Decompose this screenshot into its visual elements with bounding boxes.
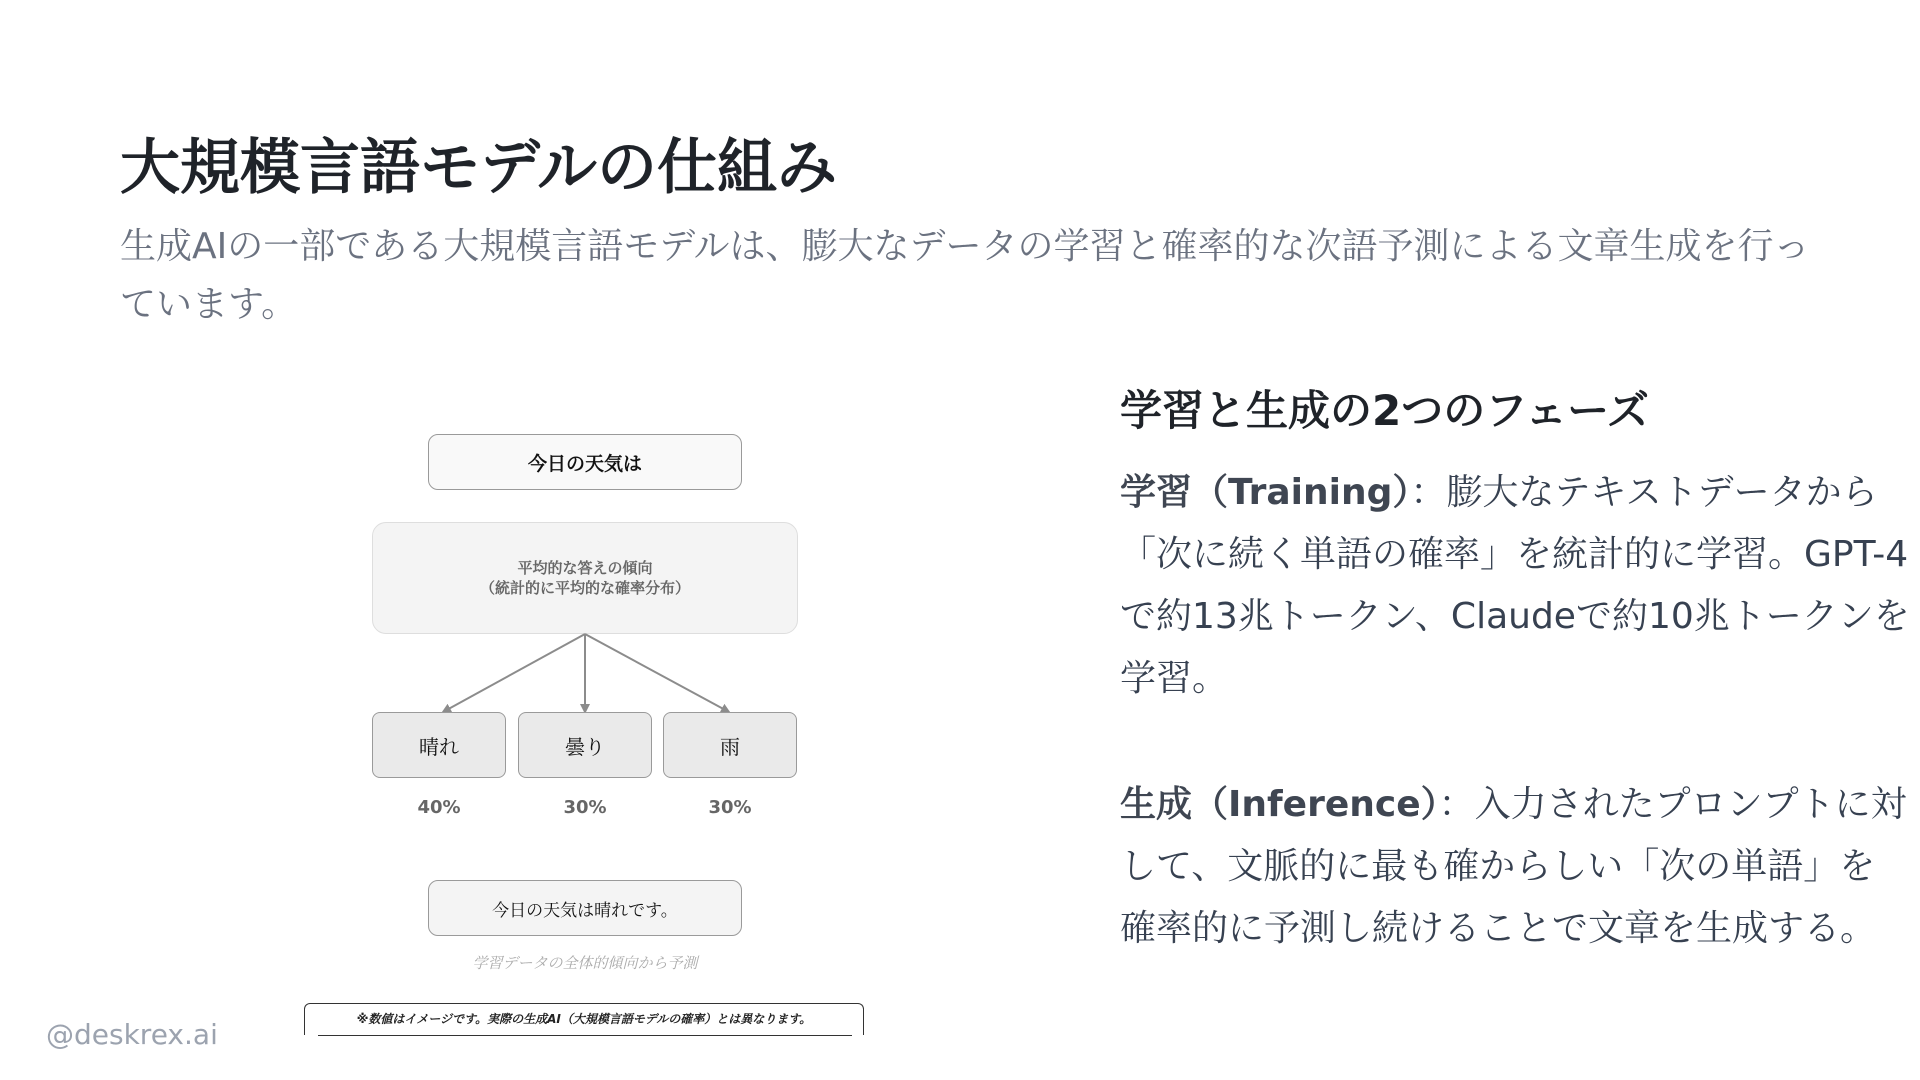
training-label: 学習（Training） — [1120, 472, 1411, 513]
result-box: 今日の天気は晴れです。 — [428, 880, 742, 936]
option-box-cloudy: 曇り — [518, 712, 652, 778]
training-text: ：膨大なテキストデータから「次に続く単語の確率」を統計的に学習。GPT-4で約13兆トークン、Claudeで約10兆トークンを学習。 — [1120, 472, 1910, 699]
arrow-to-option-1 — [443, 634, 585, 712]
diagram-caption: 学習データの全体的傾向から予測 — [472, 954, 698, 972]
inference-label: 生成（Inference） — [1120, 784, 1439, 825]
option-percent-sunny: 40% — [417, 797, 461, 818]
slide-subtitle: 生成AIの一部である大規模言語モデルは、膨大なデータの学習と確率的な次語予測による文章生成を行っています。 — [120, 226, 1810, 325]
query-box: 今日の天気は — [428, 434, 742, 490]
tendency-sublabel: （統計的に平均的な確率分布） — [479, 579, 690, 597]
disclaimer-note: ※数値はイメージです。実際の生成AI（大規模言語モデルの確率）とは異なります。 — [304, 1003, 864, 1035]
option-box-rain: 雨 — [663, 712, 797, 778]
section-heading: 学習と生成の2つのフェーズ — [1120, 386, 1650, 435]
tendency-label: 平均的な答えの傾向 — [517, 559, 653, 577]
inference-text: ：入力されたプロンプトに対して、文脈的に最も確からしい「次の単語」を確率的に予測し続けることで文章を生成する。 — [1120, 784, 1907, 949]
watermark: @deskrex.ai — [46, 1018, 218, 1051]
option-box-sunny: 晴れ — [372, 712, 506, 778]
arrow-to-option-3 — [585, 634, 729, 712]
slide-title: 大規模言語モデルの仕組み — [120, 133, 837, 203]
training-paragraph — [1120, 462, 1910, 710]
disclaimer-underline — [318, 1035, 852, 1036]
option-percent-cloudy: 30% — [563, 797, 607, 818]
option-percent-rain: 30% — [708, 797, 752, 818]
inference-paragraph — [1120, 774, 1910, 960]
